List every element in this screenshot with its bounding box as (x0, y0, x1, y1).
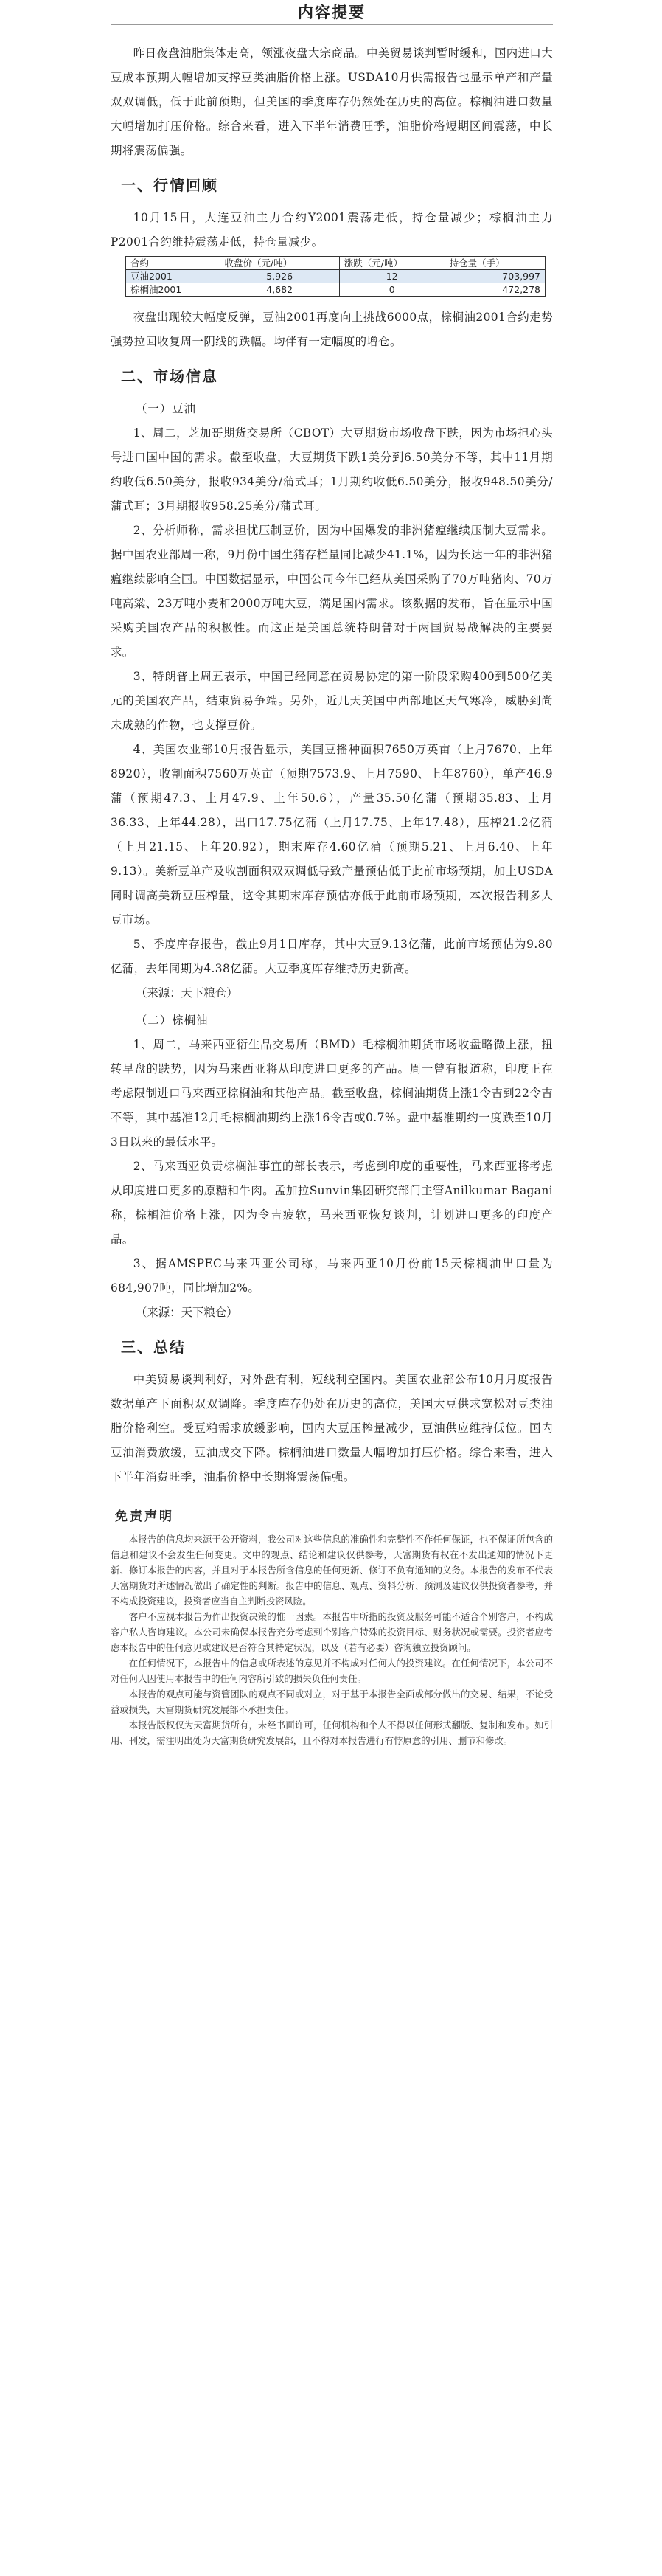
table-cell: 棕榈油2001 (126, 283, 220, 297)
disclaimer-paragraph: 本报告的观点可能与资管团队的观点不同或对立，对于基于本报告全面或部分做出的交易、结果，不论受益或损失，天富期货研究发展部不承担责任。 (111, 1689, 553, 1715)
disclaimer-paragraph: 在任何情况下，本报告中的信息或所表述的意见并不构成对任何人的投资建议。在任何情况下，本公司不对任何人因使用本报告中的任何内容所引致的损失负任何责任。 (111, 1658, 553, 1684)
summary-paragraph: 昨日夜盘油脂集体走高，领涨夜盘大宗商品。中美贸易谈判暂时缓和，国内进口大豆成本预期大幅增加支撑豆类油脂价格上涨。USDA10月供需报告也显示单产和产量双双调低，低于此前预期，但美国的季度库存仍然处在历史的高位。棕榈油进口数量大幅增加打压价格。综合来看，进入下半年消费旺季，油脂价格短期区间震荡，中长期将震荡偏强。 (111, 46, 553, 157)
title-divider (111, 24, 553, 25)
palm-item-3: 3、据AMSPEC马来西亚公司称，马来西亚10月份前15天棕榈油出口量为684,907吨，同比增加2%。 (111, 1257, 553, 1295)
soy-source: （来源：天下粮仓） (136, 986, 238, 1000)
palm-item-1: 1、周二，马来西亚衍生品交易所（BMD）毛棕榈油期货市场收盘略微上涨，扭转早盘的跌势，因为马来西亚将从印度进口更多的产品。周一曾有报道称，印度正在考虑限制进口马来西亚棕榈油和其他产品。截至收盘，棕榈油期货上涨1令吉到22令吉不等，其中基准12月毛棕榈油期约上涨16令吉或0.7%。盘中基准期约一度跌至10月3日以来的最低水平。 (111, 1038, 553, 1149)
market-after-paragraph: 夜盘出现较大幅度反弹，豆油2001再度向上挑战6000点，棕榈油2001合约走势强势拉回收复周一阴线的跌幅。均伴有一定幅度的增仓。 (111, 311, 553, 348)
summary (111, 41, 553, 163)
table-header-cell: 收盘价（元/吨） (220, 257, 339, 270)
disclaimer-paragraph: 本报告的信息均来源于公开资料，我公司对这些信息的准确性和完整性不作任何保证，也不保证所包含的信息和建议不会发生任何变更。文中的观点、结论和建议仅供参考，天富期货有权在不发出通知的情况下更新、修订本报告的内容，并且对于本报告所含信息的任何更新、修订不负有通知的义务。本报告的发布不代表天富期货对所述情况做出了确定性的判断。报告中的信息、观点、资料分析、预测及建议仅供投资者参考，并不构成投资建议，投资者应当自主判断投资风险。 (111, 1534, 553, 1607)
section-heading-info: 二、市场信息 (121, 367, 218, 385)
soy-item-4: 4、美国农业部10月报告显示，美国豆播种面积7650万英亩（上月7670、上年8920），收割面积7560万英亩（预期7573.9、上月7590、上年8760），单产46.9蒲（预期47.3、上月47.9、上年50.6），产量35.50亿蒲（预期35.83、上月36.33、上年44.28），出口17.75亿蒲（上月17.75、上年17.48），压榨21.2亿蒲（上月21.15、上年20.92），期末库存4.60亿蒲（预期5.21、上月6.40、上年9.13）。美新豆单产及收割面积双双调低导致产量预估低于此前市场预期，加上USDA同时调高美新豆压榨量，这令其期末库存预估亦低于此前市场预期，本次报告利多大豆市场。 (111, 743, 553, 927)
subheading-palm: （二）棕榈油 (136, 1014, 209, 1027)
disclaimer-paragraph: 本报告版权仅为天富期货所有，未经书面许可，任何机构和个人不得以任何形式翻版、复制和发布。如引用、刊发，需注明出处为天富期货研究发展部，且不得对本报告进行有悖原意的引用、删节和修改。 (111, 1720, 553, 1746)
table-header-cell: 涨跌（元/吨） (339, 257, 445, 270)
soy-item-2: 2、分析师称，需求担忧压制豆价，因为中国爆发的非洲猪瘟继续压制大豆需求。据中国农业部周一称，9月份中国生猪存栏量同比减少41.1%，因为长达一年的非洲猪瘟继续影响全国。中国数据显示，中国公司今年已经从美国采购了70万吨猪肉、70万吨高粱、23万吨小麦和2000万吨大豆，满足国内需求。该数据的发布，旨在显示中国采购美国农产品的积极性。而这正是美国总统特朗普对于两国贸易战解决的主要要求。 (111, 524, 553, 659)
palm-item-2: 2、马来西亚负责棕榈油事宜的部长表示，考虑到印度的重要性，马来西亚将考虑从印度进口更多的原糖和牛肉。孟加拉Sunvin集团研究部门主管Anilkumar Bagani称，棕榈油价格上涨，因为令吉疲软，马来西亚恢复谈判，计划进口更多的印度产品。 (111, 1160, 553, 1246)
palm-source: （来源：天下粮仓） (136, 1306, 238, 1319)
section-heading-market: 一、行情回顾 (121, 176, 218, 194)
soy-item-1: 1、周二，芝加哥期货交易所（CBOT）大豆期货市场收盘下跌，因为市场担心头号进口国中国的需求。截至收盘，大豆期货下跌1美分到6.50美分不等，其中11月期约收低6.50美分，报收934美分/蒲式耳；1月期约收低6.50美分，报收948.50美分/蒲式耳；3月期报收958.25美分/蒲式耳。 (111, 426, 553, 513)
table-row (126, 283, 546, 297)
table-cell: 0 (339, 283, 445, 297)
section-heading-conclusion: 三、总结 (121, 1338, 186, 1356)
report-content (111, 0, 553, 1748)
subheading-soy: （一）豆油 (136, 402, 196, 415)
table-cell: 4,682 (220, 283, 339, 297)
table-cell: 5,926 (220, 270, 339, 283)
table-row (126, 270, 546, 283)
soy-item-5: 5、季度库存报告，截止9月1日库存，其中大豆9.13亿蒲，此前市场预估为9.80亿蒲，去年同期为4.38亿蒲。大豆季度库存维持历史新高。 (111, 938, 553, 975)
table-header-cell: 持仓量（手） (445, 257, 545, 270)
table-cell: 12 (339, 270, 445, 283)
soy-item-3: 3、特朗普上周五表示，中国已经同意在贸易协定的第一阶段采购400到500亿美元的美国农产品，结束贸易争端。另外，近几天美国中西部地区天气寒冷，威胁到尚未成熟的作物，也支撑豆价。 (111, 670, 553, 732)
page-title: 内容提要 (298, 4, 366, 21)
table-cell: 703,997 (445, 270, 545, 283)
table-cell: 豆油2001 (126, 270, 220, 283)
disclaimer-paragraph: 客户不应视本报告为作出投资决策的惟一因素。本报告中所指的投资及服务可能不适合个别客户，不构成客户私人咨询建议。本公司未确保本报告充分考虑到个别客户特殊的投资目标、财务状况或需要。投资者应考虑本报告中的任何意见或建议是否符合其特定状况，以及（若有必要）咨询独立投资顾问。 (111, 1611, 553, 1653)
table-header-cell: 合约 (126, 257, 220, 270)
price-table (125, 256, 546, 297)
disclaimer-heading: 免责声明 (115, 1509, 174, 1524)
conclusion-paragraph: 中美贸易谈判利好，对外盘有利，短线利空国内。美国农业部公布10月月度报告数据单产下面积双双调降。季度库存仍处在历史的高位，美国大豆供求宽松对豆类油脂价格利空。受豆粕需求放缓影响，国内大豆压榨量减少，豆油供应维持低位。国内豆油消费放缓，豆油成交下降。棕榈油进口数量大幅增加打压价格。综合来看，进入下半年消费旺季，油脂价格中长期将震荡偏强。 (111, 1373, 553, 1483)
table-header-row (126, 257, 546, 270)
table-cell: 472,278 (445, 283, 545, 297)
market-paragraph: 10月15日，大连豆油主力合约Y2001震荡走低，持仓量减少；棕榈油主力P2001合约维持震荡走低，持仓量减少。 (111, 211, 553, 249)
